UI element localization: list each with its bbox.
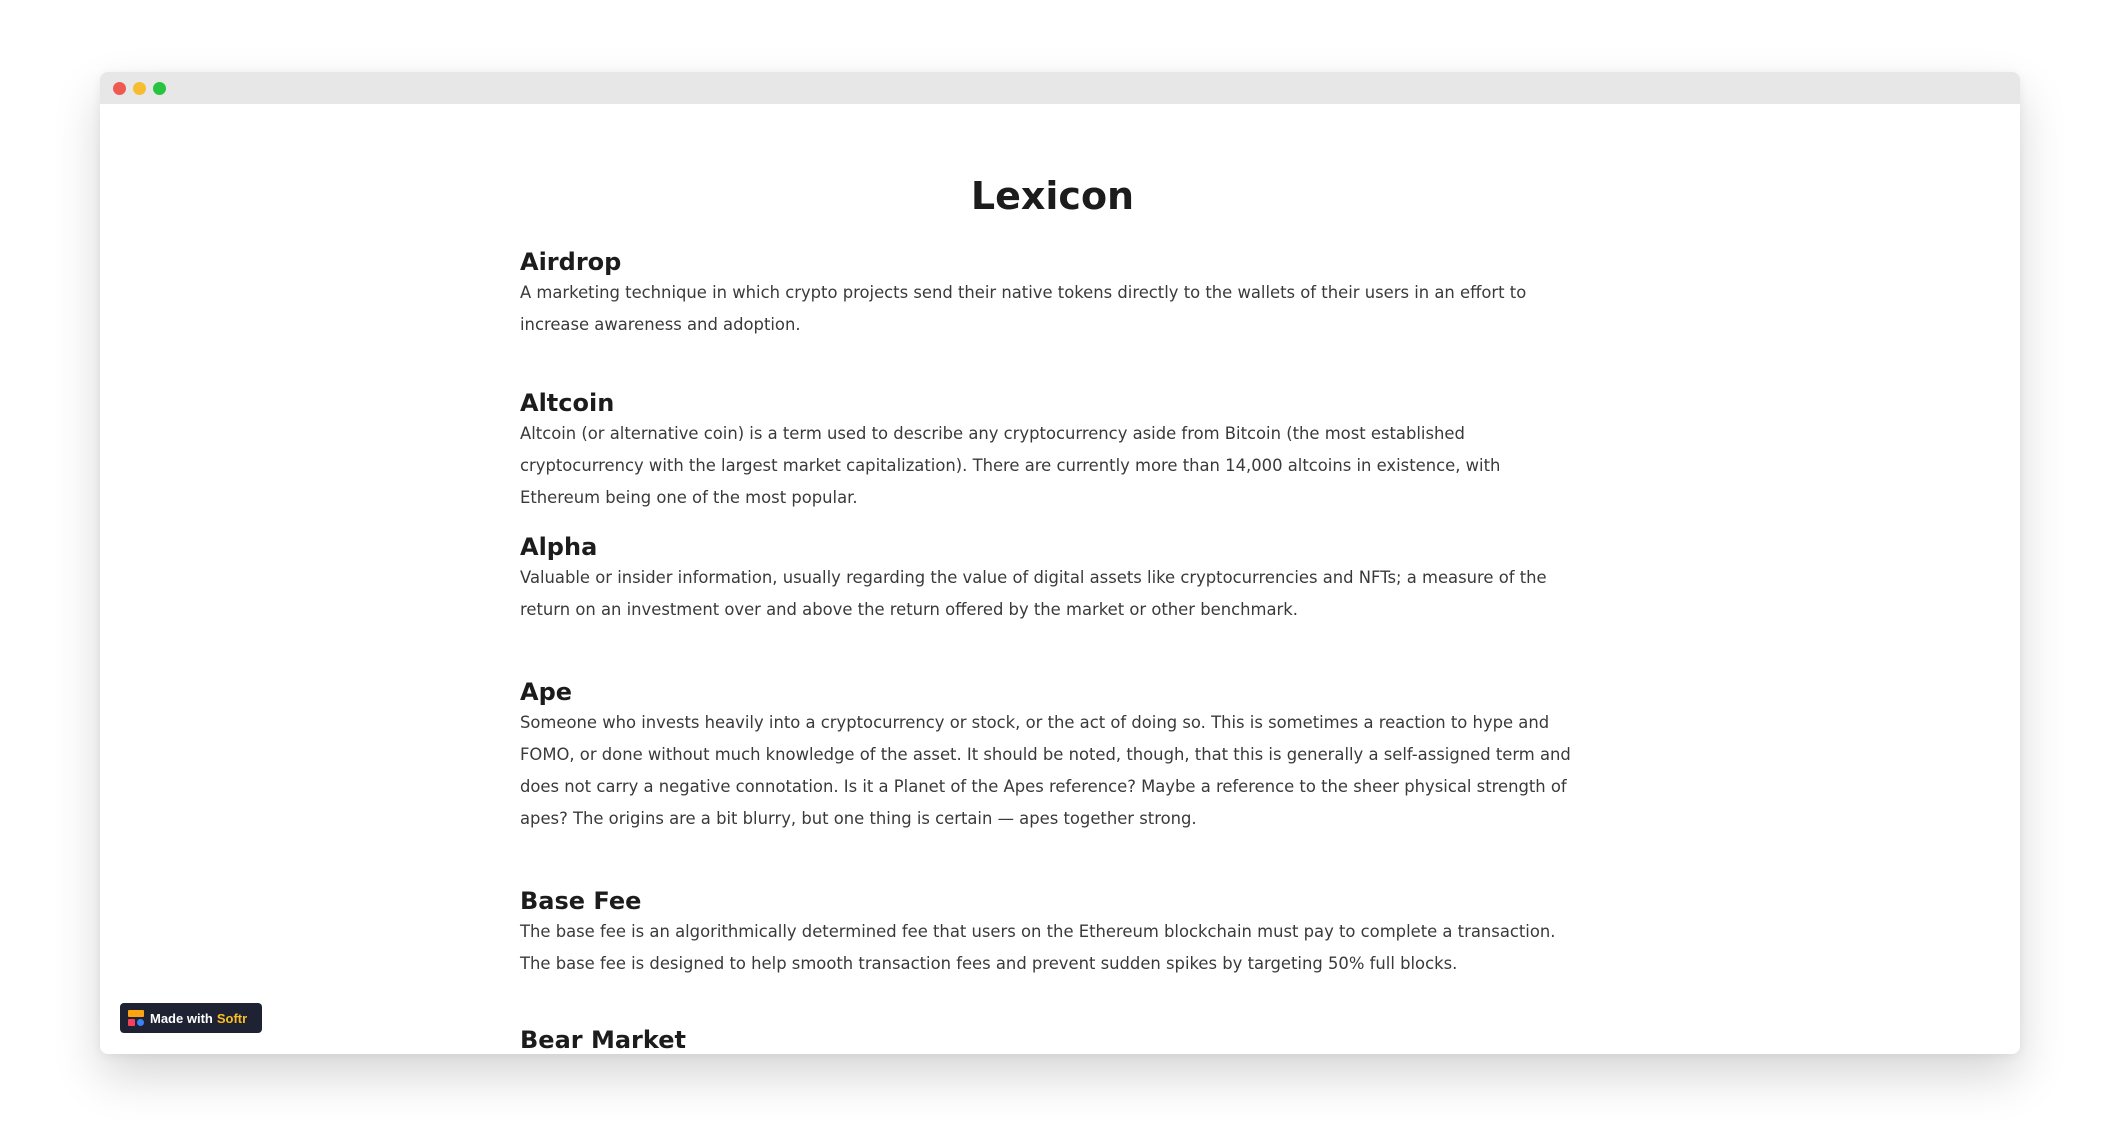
made-with-softr-badge[interactable] [120,1003,262,1033]
lexicon-entry-altcoin [520,388,1585,514]
entry-term: Alpha [520,533,598,561]
entry-term: Base Fee [520,887,642,915]
maximize-window-button[interactable] [153,82,166,95]
badge-label: Made with [150,1010,213,1026]
lexicon-entry-bear-market [520,1025,1585,1054]
page-viewport[interactable] [100,104,2020,1054]
entry-term: Ape [520,678,573,706]
entry-definition: Valuable or insider information, usually regarding the value of digital assets like cryptocurrencies and NFTs; a measure of the return on an investment over and above the return offered by the market or other benchmark. [520,568,1547,619]
entry-definition: A marketing technique in which crypto projects send their native tokens directly to the wallets of their users in an effort to increase awareness and adoption. [520,283,1527,334]
page-title: Lexicon [970,174,1135,218]
badge-brand: Softr [216,1010,248,1026]
entry-definition: Someone who invests heavily into a cryptocurrency or stock, or the act of doing so. This is sometimes a reaction to hype and FOMO, or done without much knowledge of the asset. It should be noted, though, that this is generally a self-assigned term and does not carry a negative connotation. Is it a Planet of the Apes reference? Maybe a reference to the sheer physical strength of apes? The origins are a bit blurry, but one thing is certain — apes together strong. [520,713,1571,828]
entry-term: Airdrop [520,248,622,276]
lexicon-entry-alpha [520,532,1585,626]
close-window-button[interactable] [113,82,126,95]
lexicon-entry-base-fee [520,886,1585,980]
entry-definition: Altcoin (or alternative coin) is a term used to describe any cryptocurrency aside from Bitcoin (the most established cryptocurrency with the largest market capitalization). There are currently more than 14,000 altcoins in existence, with Ethereum being one of the most popular. [520,424,1501,507]
lexicon-entry-ape [520,677,1585,835]
minimize-window-button[interactable] [133,82,146,95]
lexicon-entry-airdrop [520,247,1585,341]
browser-window [100,72,2020,1054]
entry-term: Altcoin [520,389,615,417]
entry-definition: The base fee is an algorithmically determined fee that users on the Ethereum blockchain must pay to complete a transaction. The base fee is designed to help smooth transaction fees and prevent sudden spikes by targeting 50% full blocks. [520,922,1556,973]
softr-logo-icon [128,1010,144,1026]
entry-term: Bear Market [520,1026,686,1054]
window-titlebar [100,72,2020,104]
